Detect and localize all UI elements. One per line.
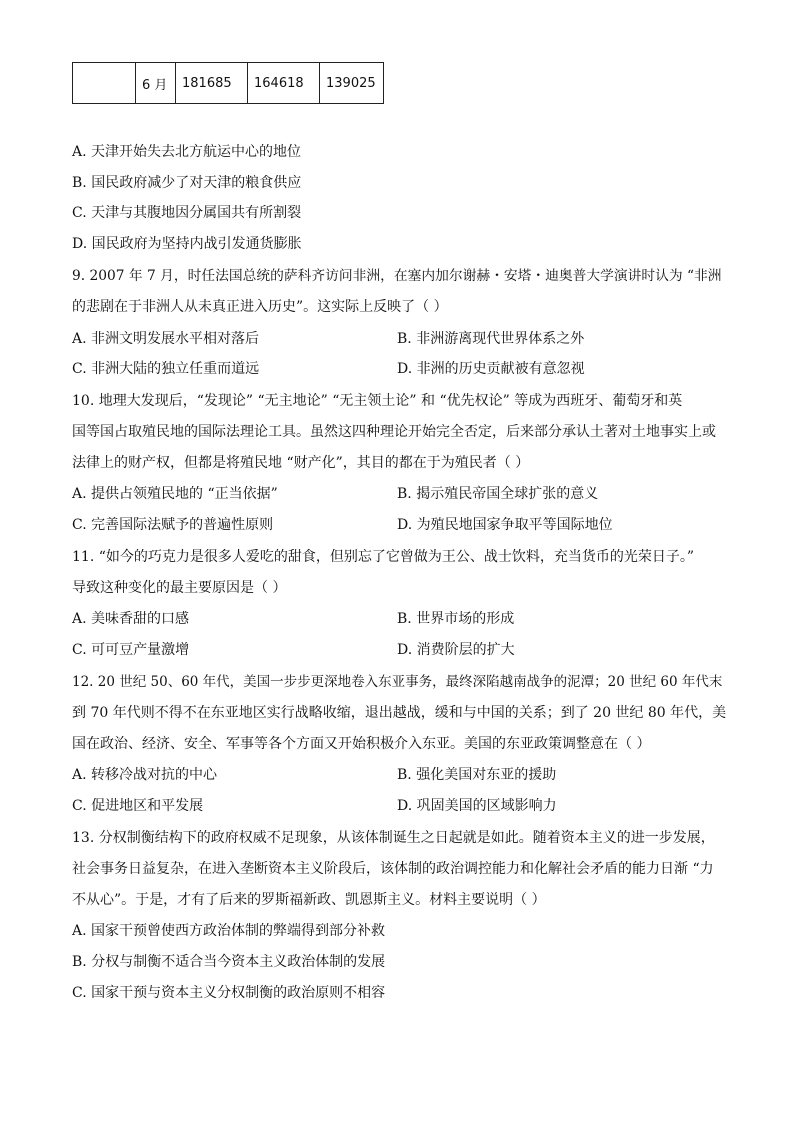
q13-stem-line: 社会事务日益复杂，在进入垄断资本主义阶段后，该体制的政治调控能力和化解社会矛盾的能力日渐 “力 xyxy=(72,861,714,877)
table-cell-month: 6 月 xyxy=(136,63,176,104)
q10-option-b: B. 揭示殖民帝国全球扩张的意义 xyxy=(397,486,599,502)
q10-stem-line: 10. 地理大发现后，“发现论” “无主地论” “无主领土论” 和 “优先权论” 等成为西班牙、葡萄牙和英 xyxy=(72,393,683,409)
q9-option-a: A. 非洲文明发展水平相对落后 xyxy=(72,331,260,347)
table-cell-value: 181685 xyxy=(176,63,248,104)
q10-option-c: C. 完善国际法赋予的普遍性原则 xyxy=(72,517,274,533)
q10-stem-line: 国等国占取殖民地的国际法理论工具。虽然这四种理论开始完全否定，后来部分承认土著对土地事实上或 xyxy=(72,424,716,440)
q12-option-d: D. 巩固美国的区域影响力 xyxy=(397,798,557,814)
q10-stem-line: 法律上的财产权，但都是将殖民地 “财产化”，其目的都在于为殖民者（ ） xyxy=(72,455,530,471)
q11-stem-line: 导致这种变化的最主要原因是（ ） xyxy=(72,580,287,596)
q8-option-a: A. 天津开始失去北方航运中心的地位 xyxy=(72,144,302,160)
q13-stem-line: 不从心”。于是，才有了后来的罗斯福新政、凯恩斯主义。材料主要说明（ ） xyxy=(72,892,546,908)
q8-option-c: C. 天津与其腹地因分属国共有所割裂 xyxy=(72,205,302,221)
q13-option-c: C. 国家干预与资本主义分权制衡的政治原则不相容 xyxy=(72,985,386,1001)
data-table-fragment xyxy=(72,62,384,104)
table-cell-value: 164618 xyxy=(248,63,320,104)
q11-option-d: D. 消费阶层的扩大 xyxy=(397,642,515,658)
q12-stem-line: 12. 20 世纪 50、60 年代，美国一步步更深地卷入东亚事务，最终深陷越南战争的泥潭；20 世纪 60 年代末 xyxy=(72,674,723,690)
q9-option-d: D. 非洲的历史贡献被有意忽视 xyxy=(397,361,585,377)
q13-stem-line: 13. 分权制衡结构下的政府权威不足现象，从该体制诞生之日起就是如此。随着资本主义的进一步发展， xyxy=(72,830,715,846)
q9-stem-line: 9. 2007 年 7 月，时任法国总统的萨科齐访问非洲，在塞内加尔谢赫・安塔・迪奥普大学演讲时认为 “非洲 xyxy=(72,268,722,284)
table-cell-value: 139025 xyxy=(320,63,384,104)
q9-option-b: B. 非洲游离现代世界体系之外 xyxy=(397,331,585,347)
q11-option-b: B. 世界市场的形成 xyxy=(397,611,515,627)
table-cell-empty xyxy=(73,63,136,104)
q12-option-b: B. 强化美国对东亚的援助 xyxy=(397,767,557,783)
q10-option-a: A. 提供占领殖民地的 “正当依据” xyxy=(72,486,278,502)
q12-option-a: A. 转移冷战对抗的中心 xyxy=(72,767,218,783)
q13-option-a: A. 国家干预曾使西方政治体制的弊端得到部分补救 xyxy=(72,923,386,939)
q9-stem-line: 的悲剧在于非洲人从未真正进入历史”。这实际上反映了（ ） xyxy=(72,299,448,315)
q12-option-c: C. 促进地区和平发展 xyxy=(72,798,204,814)
q8-option-d: D. 国民政府为坚持内战引发通货膨胀 xyxy=(72,236,302,252)
q9-option-c: C. 非洲大陆的独立任重而道远 xyxy=(72,361,260,377)
q10-option-d: D. 为殖民地国家争取平等国际地位 xyxy=(397,517,613,533)
table-row xyxy=(73,63,384,104)
q11-option-a: A. 美味香甜的口感 xyxy=(72,611,190,627)
q12-stem-line: 国在政治、经济、安全、军事等各个方面又开始积极介入东亚。美国的东亚政策调整意在（ ） xyxy=(72,736,651,752)
q11-option-c: C. 可可豆产量激增 xyxy=(72,642,190,658)
q8-option-b: B. 国民政府减少了对天津的粮食供应 xyxy=(72,175,302,191)
q11-stem-line: 11. “如今的巧克力是很多人爱吃的甜食，但别忘了它曾做为王公、战士饮料，充当货币的光荣日子。” xyxy=(72,549,695,565)
q13-option-b: B. 分权与制衡不适合当今资本主义政治体制的发展 xyxy=(72,954,386,970)
q12-stem-line: 到 70 年代则不得不在东亚地区实行战略收缩，退出越战，缓和与中国的关系；到了 20 世纪 80 年代，美 xyxy=(72,705,727,721)
